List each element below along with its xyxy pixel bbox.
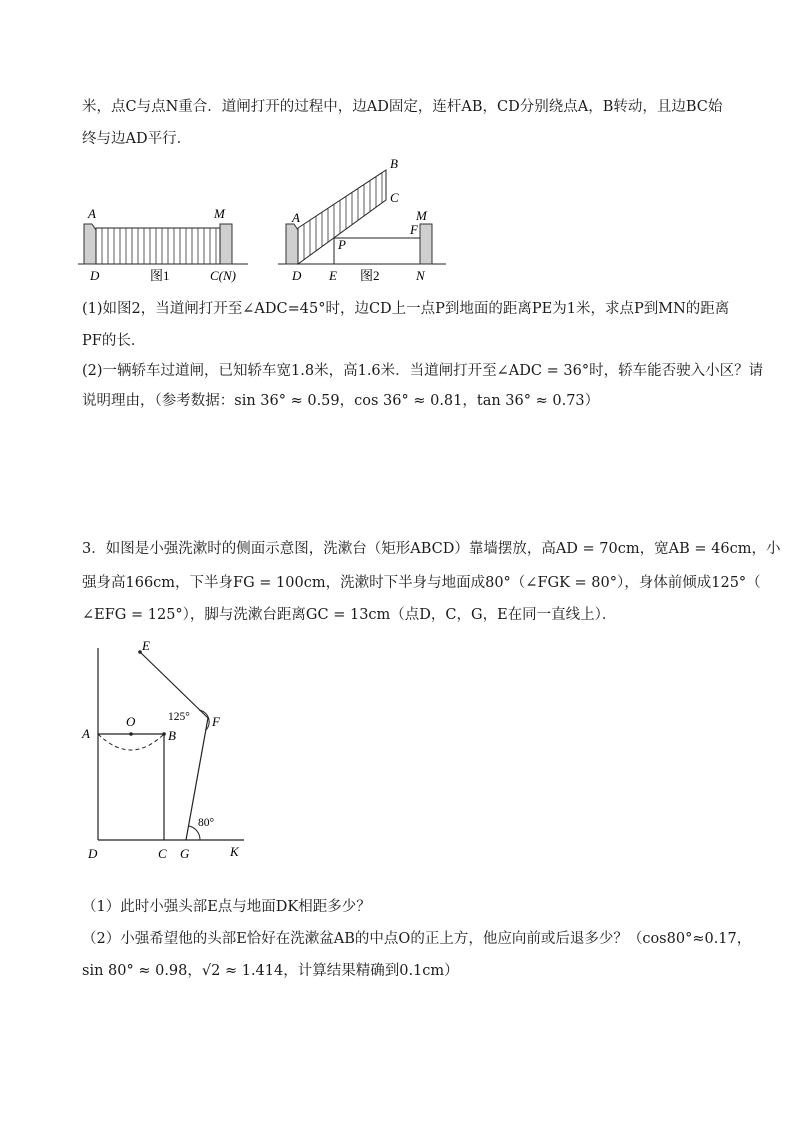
fig1-label-A: A: [88, 206, 96, 221]
fig1-gate-bars: [102, 228, 216, 264]
basin-dashed-arc: [98, 734, 164, 750]
label-C: C: [158, 846, 167, 861]
fig2-right-post: [420, 224, 432, 264]
fig1-caption: 图1: [150, 268, 170, 283]
fig1-label-D: D: [90, 268, 100, 283]
label-E: E: [142, 638, 150, 653]
label-K: K: [230, 844, 239, 859]
fig2-label-A: A: [292, 210, 300, 225]
label-O: O: [126, 714, 136, 729]
fig2-caption: 图2: [360, 268, 380, 283]
fig1-left-post: [84, 224, 96, 264]
fig2-label-M: M: [416, 208, 427, 223]
fig1-label-M: M: [214, 206, 225, 221]
problem3-q2-line2: sin 80° ≈ 0.98，√2 ≈ 1.414，计算结果精确到0.1cm）: [82, 963, 459, 979]
label-A: A: [82, 726, 90, 741]
label-B: B: [168, 728, 176, 743]
label-G: G: [180, 846, 190, 861]
point-O: [129, 732, 133, 736]
problem2-intro-line1: 米，点C与点N重合．道闸打开的过程中，边AD固定，连杆AB，CD分别绕点A，B转动，且边BC始: [82, 99, 723, 115]
segment-EF: [140, 652, 208, 718]
point-B: [162, 732, 166, 736]
fig2-label-D: D: [292, 268, 302, 283]
gate-figure-1: [78, 198, 248, 288]
problem2-q1-line2: PF的长．: [82, 333, 146, 349]
problem3-line3: ∠EFG = 125°），脚与洗漱台距离GC = 13cm（点D，C，G，E在同一直线上）．: [82, 607, 617, 623]
problem3-line1: 3．如图是小强洗漱时的侧面示意图，洗漱台（矩形ABCD）靠墙摆放，高AD = 70cm，宽AB = 46cm，小: [82, 541, 781, 557]
fig1-label-CN: C(N): [210, 268, 236, 283]
problem3-line2: 强身高166cm，下半身FG = 100cm，洗漱时下半身与地面成80°（∠FGK = 80°），身体前倾成125°（: [82, 575, 761, 591]
washstand-figure: [78, 636, 258, 866]
problem2-q1-line1: (1)如图2，当道闸打开至∠ADC=45°时，边CD上一点P到地面的距离PE为1米，求点P到MN的距离: [82, 301, 730, 317]
fig2-left-post: [286, 224, 298, 264]
fig2-label-C: C: [390, 190, 399, 205]
label-F: F: [212, 714, 220, 729]
angle-80-label: 80°: [198, 817, 215, 829]
problem2-q2-line1: (2)一辆轿车过道闸，已知轿车宽1.8米，高1.6米．当道闸打开至∠ADC = 36°时，轿车能否驶入小区？请: [82, 363, 764, 379]
angle-125-label: 125°: [168, 711, 190, 723]
problem2-intro-line2: 终与边AD平行．: [82, 131, 192, 147]
problem3-q2-line1: （2）小强希望他的头部E恰好在洗漱盆AB的中点O的正上方，他应向前或后退多少？（cos80°≈0.17，: [82, 931, 752, 947]
fig2-label-P: P: [338, 237, 346, 252]
gate-figure-2: [278, 158, 458, 288]
fig2-label-F: F: [410, 222, 418, 237]
fig2-label-B: B: [390, 158, 398, 171]
label-D: D: [88, 846, 98, 861]
fig1-right-post: [220, 224, 232, 264]
fig1-gate-frame: [96, 228, 220, 264]
fig2-label-E: E: [329, 268, 337, 283]
problem2-q2-line2: 说明理由，（参考数据：sin 36° ≈ 0.59，cos 36° ≈ 0.81，tan 36° ≈ 0.73）: [82, 393, 600, 409]
problem3-q1: （1）此时小强头部E点与地面DK相距多少？: [82, 899, 371, 915]
fig2-label-N: N: [416, 268, 425, 283]
